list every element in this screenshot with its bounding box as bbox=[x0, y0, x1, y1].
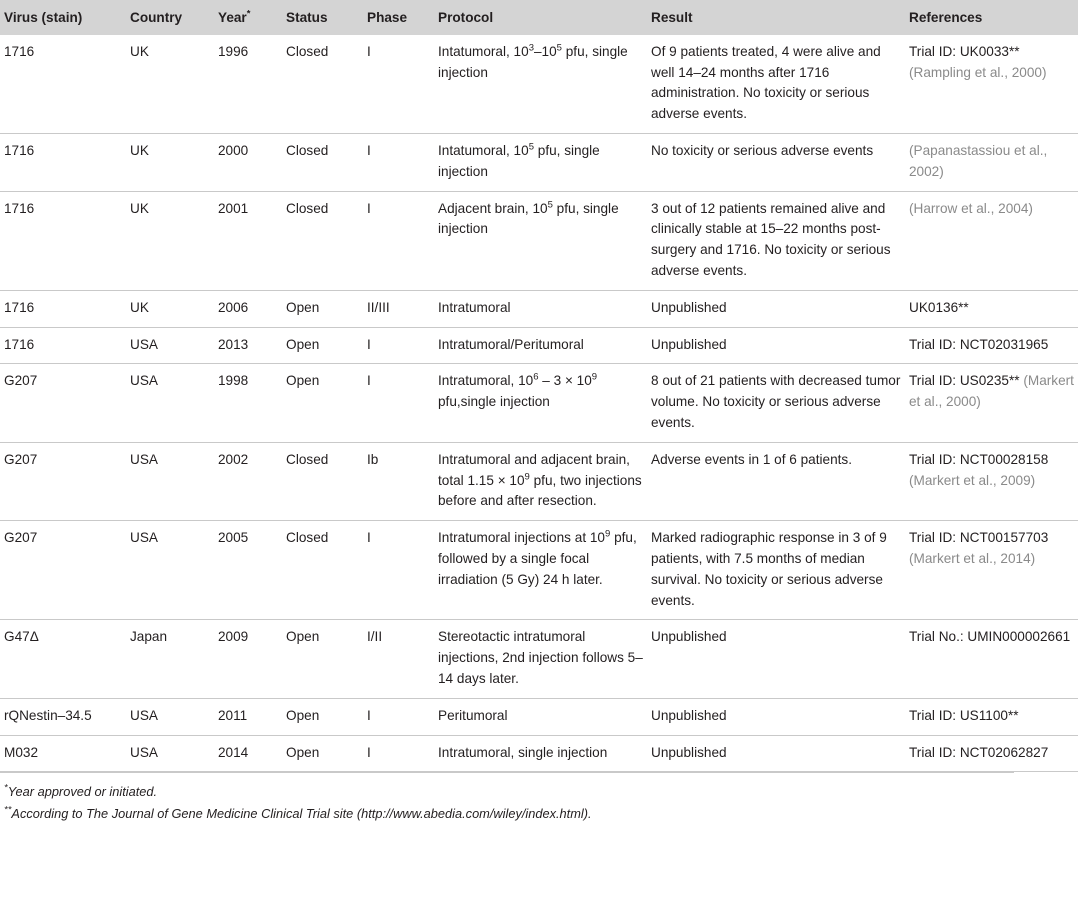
cell-references bbox=[905, 327, 1078, 364]
table-row bbox=[0, 521, 1078, 620]
protocol-text: –10 bbox=[533, 43, 557, 59]
table-header bbox=[0, 0, 1078, 35]
cell-virus: G207 bbox=[4, 373, 38, 389]
cell-phase: II/III bbox=[367, 299, 390, 315]
cell-phase: I bbox=[367, 142, 371, 158]
header-year-mark: * bbox=[246, 8, 251, 20]
cell-year: 2001 bbox=[218, 200, 249, 216]
protocol-exponent: 5 bbox=[547, 199, 553, 211]
cell-references bbox=[905, 364, 1078, 442]
table-row bbox=[0, 35, 1078, 134]
table-row bbox=[0, 620, 1078, 698]
protocol-text: pfu, single injection bbox=[438, 43, 628, 80]
header-row bbox=[0, 0, 1078, 35]
cell-status: Closed bbox=[286, 200, 329, 216]
cell-virus: rQNestin–34.5 bbox=[4, 707, 92, 723]
cell-status: Open bbox=[286, 707, 320, 723]
cell-result: No toxicity or serious adverse events bbox=[651, 142, 874, 158]
cell-status: Open bbox=[286, 336, 320, 352]
cell-result: Adverse events in 1 of 6 patients. bbox=[651, 451, 853, 467]
protocol-exponent: 9 bbox=[524, 471, 530, 483]
protocol-exponent: 6 bbox=[533, 371, 539, 383]
protocol-text: Intratumoral, single injection bbox=[438, 744, 608, 760]
cell-country: USA bbox=[130, 451, 158, 467]
cell-references bbox=[905, 290, 1078, 327]
cell-country: UK bbox=[130, 200, 149, 216]
cell-year: 1996 bbox=[218, 43, 249, 59]
cell-year: 2006 bbox=[218, 299, 249, 315]
cell-country: USA bbox=[130, 744, 158, 760]
cell-references bbox=[905, 191, 1078, 290]
table-body bbox=[0, 35, 1078, 772]
header-status: Status bbox=[286, 10, 328, 25]
cell-result: Unpublished bbox=[651, 707, 727, 723]
cell-status: Closed bbox=[286, 530, 329, 546]
reference-trial-id: Trial ID: US0235** bbox=[909, 373, 1020, 389]
reference-citation-link[interactable]: (Harrow et al., 2004) bbox=[909, 200, 1033, 216]
cell-protocol bbox=[434, 133, 647, 191]
reference-trial-id: Trial ID: NCT02062827 bbox=[909, 744, 1049, 760]
table-row bbox=[0, 133, 1078, 191]
cell-protocol bbox=[434, 698, 647, 735]
reference-citation-link[interactable]: (Papanastassiou et al., 2002) bbox=[909, 142, 1048, 179]
cell-result: 3 out of 12 patients remained alive and clinically stable at 15–22 months post-surgery and 1716. No toxicity or serious adverse events. bbox=[651, 200, 891, 278]
footnote-2-text: According to The Journal of Gene Medicine Clinical Trial site (http://www.abedia.com/wiley/index.html). bbox=[11, 806, 592, 822]
protocol-text: pfu, single injection bbox=[438, 200, 619, 237]
protocol-text: – 3 × 10 bbox=[538, 373, 592, 389]
cell-result: Of 9 patients treated, 4 were alive and well 14–24 months after 1716 administration. No toxicity or serious adverse events. bbox=[651, 43, 881, 122]
cell-year: 2002 bbox=[218, 451, 249, 467]
cell-phase: I bbox=[367, 530, 371, 546]
protocol-text: Intratumoral injections at 10 bbox=[438, 530, 605, 546]
cell-phase: I bbox=[367, 43, 371, 59]
protocol-text: pfu, single injection bbox=[438, 142, 600, 179]
reference-trial-id: Trial ID: NCT00028158 bbox=[909, 451, 1049, 467]
reference-trial-id: Trial No.: UMIN000002661 bbox=[909, 629, 1071, 645]
footnote-2-mark: ** bbox=[4, 805, 12, 817]
protocol-text: Intatumoral, 10 bbox=[438, 43, 529, 59]
cell-virus: G47Δ bbox=[4, 629, 39, 645]
cell-protocol bbox=[434, 521, 647, 620]
cell-country: UK bbox=[130, 142, 149, 158]
cell-phase: I/II bbox=[367, 629, 383, 645]
header-protocol: Protocol bbox=[438, 10, 494, 25]
cell-protocol bbox=[434, 620, 647, 698]
protocol-exponent: 9 bbox=[605, 528, 611, 540]
reference-trial-id: Trial ID: US1100** bbox=[909, 707, 1019, 723]
footnote-1-text: Year approved or initiated. bbox=[7, 784, 158, 800]
cell-country: USA bbox=[130, 373, 158, 389]
reference-citation-link[interactable]: (Rampling et al., 2000) bbox=[909, 64, 1047, 80]
cell-references bbox=[905, 698, 1078, 735]
header-virus: Virus (stain) bbox=[4, 10, 83, 25]
cell-country: USA bbox=[130, 336, 158, 352]
header-year-label: Year bbox=[218, 10, 247, 25]
protocol-exponent: 5 bbox=[556, 42, 562, 54]
cell-references bbox=[905, 35, 1078, 134]
cell-protocol bbox=[434, 290, 647, 327]
cell-protocol bbox=[434, 191, 647, 290]
cell-result: Unpublished bbox=[651, 336, 727, 352]
protocol-text: Intatumoral, 10 bbox=[438, 142, 529, 158]
reference-trial-id: Trial ID: NCT02031965 bbox=[909, 336, 1049, 352]
protocol-exponent: 3 bbox=[528, 42, 534, 54]
protocol-text: pfu, two injections before and after resection. bbox=[438, 472, 642, 509]
cell-result: Marked radiographic response in 3 of 9 patients, with 7.5 months of median survival. No toxicity or serious adverse events. bbox=[651, 530, 887, 608]
cell-status: Open bbox=[286, 299, 320, 315]
cell-status: Closed bbox=[286, 43, 329, 59]
footnote-1-mark: * bbox=[4, 783, 8, 795]
header-phase: Phase bbox=[367, 10, 408, 25]
cell-status: Closed bbox=[286, 451, 329, 467]
table-row bbox=[0, 735, 1078, 772]
protocol-text: Intratumoral, 10 bbox=[438, 373, 534, 389]
protocol-text: Stereotactic intratumoral injections, 2nd injection follows 5–14 days later. bbox=[438, 629, 643, 686]
cell-protocol bbox=[434, 35, 647, 134]
cell-references bbox=[905, 735, 1078, 772]
cell-virus: 1716 bbox=[4, 142, 35, 158]
cell-result: 8 out of 21 patients with decreased tumor volume. No toxicity or serious adverse events. bbox=[651, 373, 901, 430]
footnotes bbox=[0, 772, 1014, 825]
table-row bbox=[0, 364, 1078, 442]
header-year bbox=[214, 0, 282, 35]
protocol-text: Intratumoral and adjacent brain, total 1.15 × 10 bbox=[438, 451, 630, 488]
cell-phase: I bbox=[367, 707, 371, 723]
reference-citation-link[interactable]: (Markert et al., 2000) bbox=[909, 373, 1074, 410]
cell-country: USA bbox=[130, 707, 158, 723]
reference-citation-link[interactable]: (Markert et al., 2014) bbox=[909, 550, 1036, 566]
cell-result: Unpublished bbox=[651, 299, 727, 315]
cell-status: Open bbox=[286, 744, 320, 760]
reference-citation-link[interactable]: (Markert et al., 2009) bbox=[909, 472, 1036, 488]
protocol-text: pfu,single injection bbox=[438, 394, 550, 410]
header-result: Result bbox=[651, 10, 693, 25]
cell-phase: Ib bbox=[367, 451, 379, 467]
footnote-2 bbox=[4, 803, 1014, 825]
cell-phase: I bbox=[367, 200, 371, 216]
cell-country: USA bbox=[130, 530, 158, 546]
cell-virus: G207 bbox=[4, 530, 38, 546]
cell-phase: I bbox=[367, 373, 371, 389]
reference-trial-id: Trial ID: UK0033** bbox=[909, 43, 1020, 59]
cell-year: 2009 bbox=[218, 629, 249, 645]
cell-protocol bbox=[434, 735, 647, 772]
table-row bbox=[0, 290, 1078, 327]
cell-year: 2014 bbox=[218, 744, 249, 760]
header-country: Country bbox=[130, 10, 183, 25]
cell-phase: I bbox=[367, 744, 371, 760]
cell-country: Japan bbox=[130, 629, 168, 645]
cell-references bbox=[905, 620, 1078, 698]
cell-year: 2011 bbox=[218, 707, 248, 723]
cell-virus: 1716 bbox=[4, 43, 35, 59]
cell-virus: 1716 bbox=[4, 200, 35, 216]
cell-references bbox=[905, 133, 1078, 191]
cell-virus: 1716 bbox=[4, 299, 35, 315]
cell-status: Closed bbox=[286, 142, 329, 158]
cell-references bbox=[905, 521, 1078, 620]
cell-phase: I bbox=[367, 336, 371, 352]
table-row bbox=[0, 698, 1078, 735]
cell-status: Open bbox=[286, 373, 320, 389]
protocol-text: Intratumoral bbox=[438, 299, 511, 315]
cell-year: 1998 bbox=[218, 373, 249, 389]
cell-virus: 1716 bbox=[4, 336, 35, 352]
cell-protocol bbox=[434, 364, 647, 442]
table-row bbox=[0, 327, 1078, 364]
cell-virus: G207 bbox=[4, 451, 38, 467]
reference-trial-id: UK0136** bbox=[909, 299, 969, 315]
protocol-text: pfu, followed by a single focal irradiation (5 Gy) 24 h later. bbox=[438, 530, 637, 587]
cell-protocol bbox=[434, 442, 647, 520]
cell-protocol bbox=[434, 327, 647, 364]
cell-result: Unpublished bbox=[651, 629, 727, 645]
cell-virus: M032 bbox=[4, 744, 39, 760]
cell-status: Open bbox=[286, 629, 320, 645]
table-row bbox=[0, 442, 1078, 520]
cell-country: UK bbox=[130, 299, 149, 315]
table-row bbox=[0, 191, 1078, 290]
cell-references bbox=[905, 442, 1078, 520]
protocol-text: Peritumoral bbox=[438, 707, 508, 723]
cell-year: 2005 bbox=[218, 530, 249, 546]
protocol-text: Intratumoral/Peritumoral bbox=[438, 336, 584, 352]
cell-year: 2013 bbox=[218, 336, 249, 352]
cell-result: Unpublished bbox=[651, 744, 727, 760]
protocol-exponent: 9 bbox=[591, 371, 598, 383]
cell-country: UK bbox=[130, 43, 149, 59]
cell-year: 2000 bbox=[218, 142, 249, 158]
footnote-1 bbox=[4, 781, 1014, 803]
reference-trial-id: Trial ID: NCT00157703 bbox=[909, 530, 1049, 546]
header-references: References bbox=[909, 10, 983, 25]
protocol-exponent: 5 bbox=[528, 141, 534, 153]
protocol-text: Adjacent brain, 10 bbox=[438, 200, 548, 216]
